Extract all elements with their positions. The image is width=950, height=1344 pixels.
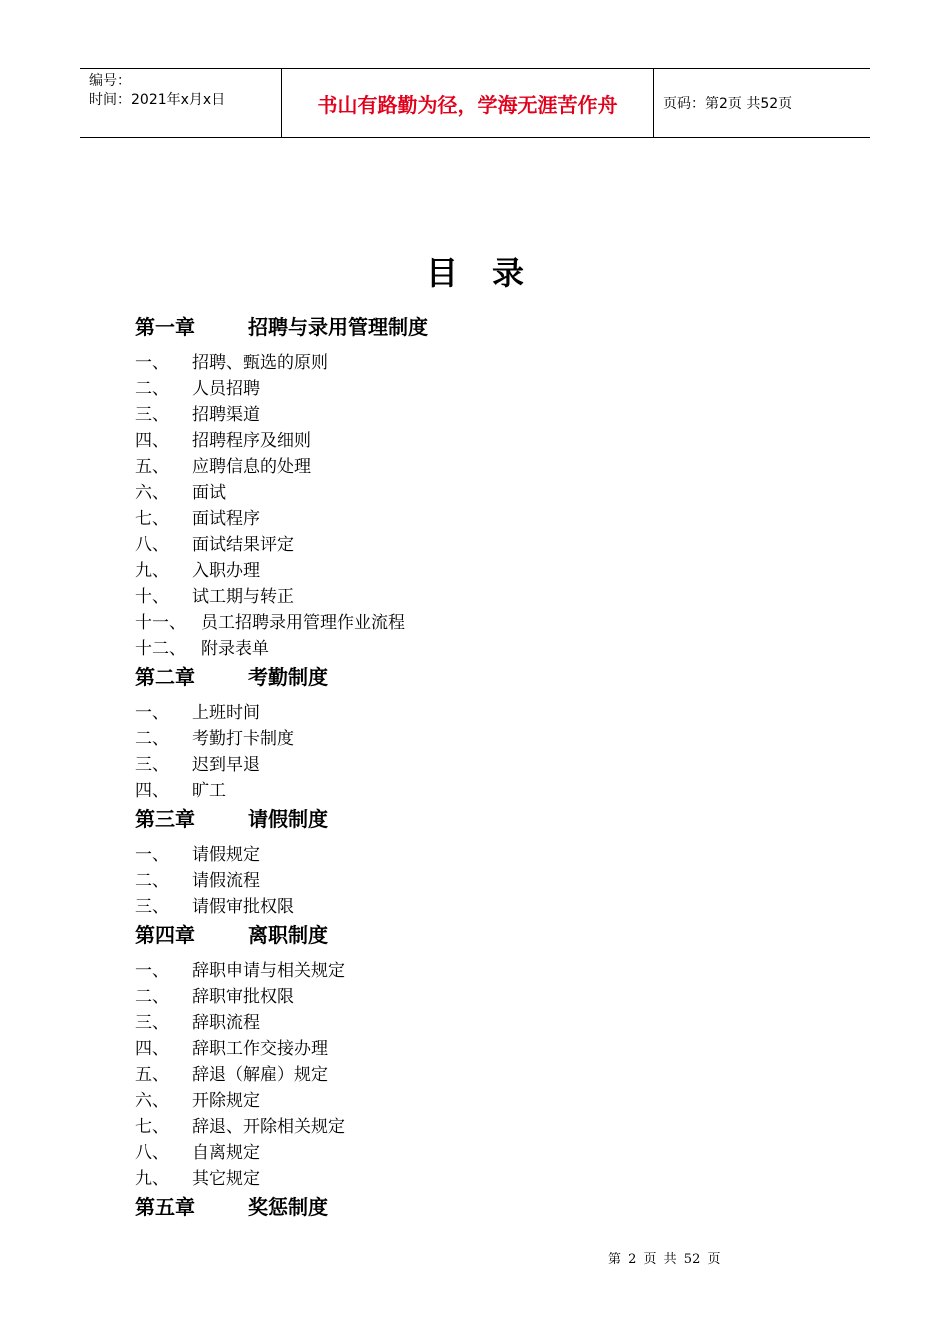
toc-item — [135, 868, 835, 894]
toc-item — [135, 454, 835, 480]
toc-item — [135, 480, 835, 506]
toc-item-text: 面试结果评定 — [192, 535, 294, 555]
toc-item — [135, 558, 835, 584]
toc-item-number: 四、 — [135, 781, 169, 801]
toc-item — [135, 778, 835, 804]
toc-item-number: 四、 — [135, 431, 169, 451]
toc-item-number: 四、 — [135, 1039, 169, 1059]
toc-item-number: 六、 — [135, 483, 169, 503]
chapter-heading — [135, 312, 835, 342]
toc-item — [135, 376, 835, 402]
toc-item — [135, 958, 835, 984]
toc-item — [135, 984, 835, 1010]
table-of-contents — [135, 312, 835, 1222]
toc-item-number: 一、 — [135, 961, 169, 981]
toc-item-text: 辞职审批权限 — [192, 987, 294, 1007]
chapter-title: 考勤制度 — [248, 665, 328, 689]
toc-item-number: 一、 — [135, 703, 169, 723]
time-label: 时间：2021年x月x日 — [89, 92, 226, 108]
toc-item — [135, 506, 835, 532]
toc-item — [135, 894, 835, 920]
toc-item — [135, 700, 835, 726]
title-part-2: 录 — [492, 254, 525, 292]
title-part-1: 目 — [425, 254, 458, 292]
toc-item-number: 八、 — [135, 1143, 169, 1163]
chapter-title: 招聘与录用管理制度 — [248, 315, 428, 339]
toc-item-text: 辞职工作交接办理 — [192, 1039, 328, 1059]
toc-item — [135, 402, 835, 428]
toc-item — [135, 752, 835, 778]
page-header — [80, 68, 870, 138]
toc-item-text: 旷工 — [192, 781, 226, 801]
toc-item-number: 七、 — [135, 1117, 169, 1137]
toc-item — [135, 532, 835, 558]
toc-item-text: 辞退、开除相关规定 — [192, 1117, 345, 1137]
toc-item-number: 一、 — [135, 845, 169, 865]
chapter-number: 第四章 — [135, 923, 195, 947]
chapter-number: 第二章 — [135, 665, 195, 689]
toc-item-number: 十一、 — [135, 613, 186, 633]
toc-item — [135, 1140, 835, 1166]
toc-item — [135, 726, 835, 752]
toc-item — [135, 1114, 835, 1140]
chapter-number: 第三章 — [135, 807, 195, 831]
toc-item-text: 请假流程 — [192, 871, 260, 891]
motto: 书山有路勤为径，学海无涯苦作舟 — [281, 69, 654, 137]
chapter-title: 离职制度 — [248, 923, 328, 947]
toc-item-number: 三、 — [135, 1013, 169, 1033]
header-left-cell — [80, 69, 281, 137]
toc-item-text: 考勤打卡制度 — [192, 729, 294, 749]
toc-item-text: 开除规定 — [192, 1091, 260, 1111]
toc-item-number: 五、 — [135, 457, 169, 477]
toc-item-number: 八、 — [135, 535, 169, 555]
toc-item — [135, 610, 835, 636]
toc-item — [135, 636, 835, 662]
toc-item-text: 迟到早退 — [192, 755, 260, 775]
toc-item — [135, 1036, 835, 1062]
toc-item-text: 招聘程序及细则 — [192, 431, 311, 451]
chapter-heading — [135, 1192, 835, 1222]
toc-item-number: 三、 — [135, 755, 169, 775]
toc-item-text: 辞职申请与相关规定 — [192, 961, 345, 981]
chapter-heading — [135, 804, 835, 834]
toc-item-number: 三、 — [135, 897, 169, 917]
toc-item-number: 七、 — [135, 509, 169, 529]
toc-item — [135, 1010, 835, 1036]
toc-item-text: 人员招聘 — [192, 379, 260, 399]
toc-item-text: 上班时间 — [192, 703, 260, 723]
toc-item-text: 招聘渠道 — [192, 405, 260, 425]
toc-item-text: 附录表单 — [201, 639, 269, 659]
chapter-number: 第五章 — [135, 1195, 195, 1219]
chapter-title: 请假制度 — [248, 807, 328, 831]
toc-item — [135, 584, 835, 610]
page-footer: 第 2 页 共 52 页 — [608, 1252, 721, 1267]
chapter-number: 第一章 — [135, 315, 195, 339]
toc-item-number: 九、 — [135, 561, 169, 581]
toc-item-number: 九、 — [135, 1169, 169, 1189]
toc-item-text: 自离规定 — [192, 1143, 260, 1163]
toc-item-text: 试工期与转正 — [192, 587, 294, 607]
toc-item — [135, 1062, 835, 1088]
toc-item-text: 辞退（解雇）规定 — [192, 1065, 328, 1085]
toc-item-number: 十二、 — [135, 639, 186, 659]
toc-item-number: 一、 — [135, 353, 169, 373]
toc-item — [135, 350, 835, 376]
document-title — [0, 248, 950, 294]
toc-item-text: 辞职流程 — [192, 1013, 260, 1033]
toc-item-text: 应聘信息的处理 — [192, 457, 311, 477]
chapter-title: 奖惩制度 — [248, 1195, 328, 1219]
toc-item-number: 三、 — [135, 405, 169, 425]
toc-item-text: 面试 — [192, 483, 226, 503]
toc-item-text: 请假审批权限 — [192, 897, 294, 917]
toc-item-text: 员工招聘录用管理作业流程 — [201, 613, 405, 633]
toc-item — [135, 1088, 835, 1114]
toc-item-text: 招聘、甄选的原则 — [192, 353, 328, 373]
toc-item — [135, 842, 835, 868]
toc-item-text: 面试程序 — [192, 509, 260, 529]
toc-item-number: 十、 — [135, 587, 169, 607]
page-info: 页码：第2页 共52页 — [663, 96, 793, 112]
toc-item — [135, 428, 835, 454]
toc-item-number: 二、 — [135, 987, 169, 1007]
toc-item-number: 二、 — [135, 379, 169, 399]
toc-item-text: 请假规定 — [192, 845, 260, 865]
toc-item-text: 其它规定 — [192, 1169, 260, 1189]
chapter-heading — [135, 662, 835, 692]
number-label: 编号： — [89, 73, 131, 89]
chapter-heading — [135, 920, 835, 950]
toc-item — [135, 1166, 835, 1192]
toc-item-number: 六、 — [135, 1091, 169, 1111]
toc-item-number: 二、 — [135, 729, 169, 749]
toc-item-number: 二、 — [135, 871, 169, 891]
toc-item-number: 五、 — [135, 1065, 169, 1085]
toc-item-text: 入职办理 — [192, 561, 260, 581]
